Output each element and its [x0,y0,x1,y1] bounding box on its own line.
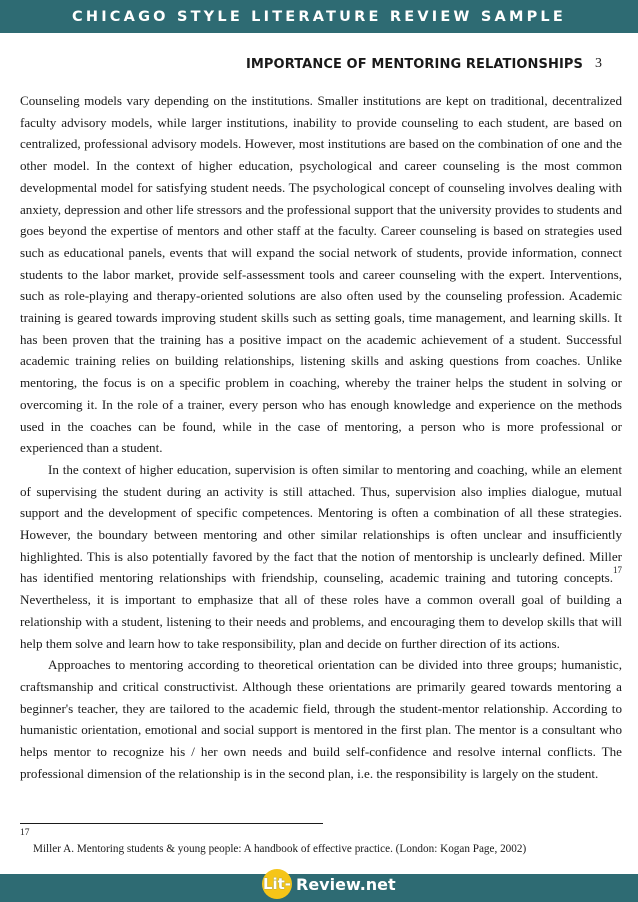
banner-title: CHICAGO STYLE LITERATURE REVIEW SAMPLE [72,8,566,25]
running-title: IMPORTANCE OF MENTORING RELATIONSHIPS [245,56,583,72]
paragraph-2-text-before: In the context of higher education, supervision is often similar to mentoring and coaching, while an element of supervising the student during an activity is still attached. Thus, supervision also implies dialogue, mutual support and the development of specific competences. Mentoring is often a combination of all these strategies. However, the boundary between mentoring and other similar relationships is often unclear and insufficiently highlighted. This is also potentially favored by the fact that the notion of mentorship is unclearly defined. Miller has identified mentoring relationships with friendship, counseling, academic training and tutoring concepts. [20,461,622,586]
paragraph-3: Approaches to mentoring according to theoretical orientation can be divided into three groups; humanistic, craftsmanship and critical constructivist. Although these orientations are primarily geared towards mentoring a beginner's teacher, they are tailored to the academic field, through the student-mentor relationship. According to humanistic orientation, emotional and social support is mentored in the first plan. The mentor is a consultant who helps mentor to recognize his / her own needs and build self-confidence and resolve internal conflicts. The professional dimension of the relationship is in the second plan, i.e. the responsibility is largely on the student. [20,657,622,781]
body-text [20,90,622,785]
site-logo[interactable] [258,866,396,902]
footnote-marker: 17 [20,828,30,838]
paragraph-2-text-after: Nevertheless, it is important to emphasize that all of these roles have a common overall goal of building a relationship with a student, listening to their needs and problems, and encouraging them to develop skills that will help them solve and learn how to take responsibility, plan and decide on further direction of its actions. [20,592,622,651]
logo-name-text: Review.net [296,874,396,894]
logo-badge [258,868,296,900]
running-head [246,55,602,73]
paragraph-1: Counseling models vary depending on the institutions. Smaller institutions are kept on traditional, decentralized faculty advisory models, while larger institutions, inability to provide counseling to each student, are based on centralized, professional advisory models. However, most institutions are based on the combination of one and the other model. In the context of higher education, psychological and career counseling is the most common developmental model for satisfying student needs. The psychological concept of counseling involves dealing with anxiety, depression and other life stressors and the professional support that the university provides to students and goes beyond the expertise of mentors and other staff at the faculty. Career counseling is based on strategies used such as educational panels, events that will expand the social network of students, provide information, connect students to the labor market, provide self-assessment tools and career counseling with the expert. Interventions, such as role-playing and therapy-oriented solutions are also often used by the counseling profession. Academic training is geared towards improving student skills such as setting goals, time management, and learning skills. It has been proven that the training has a positive impact on the academic achievement of a student. Successful academic training relies on building relationships, listening skills and asking questions from coaches. Unlike mentoring, the focus is on a specific problem in coaching, whereby the trainer helps the student in solving or overcoming it. In the role of a trainer, every person who has enough knowledge and experience on the methods used in the coaches can be found, while in the case of mentoring, a person who is more professional or experienced than a student. [20,93,622,456]
paragraph-2 [20,459,622,654]
logo-lit-text: Lit- [262,875,292,893]
footnote-reference[interactable]: 17 [613,565,622,576]
page-number: 3 [595,56,602,71]
footnote-divider [20,823,323,824]
top-banner [0,0,638,33]
footnote-text: Miller A. Mentoring students & young people: A handbook of effective practice. (London: Kogan Page, 2002) [33,843,527,855]
